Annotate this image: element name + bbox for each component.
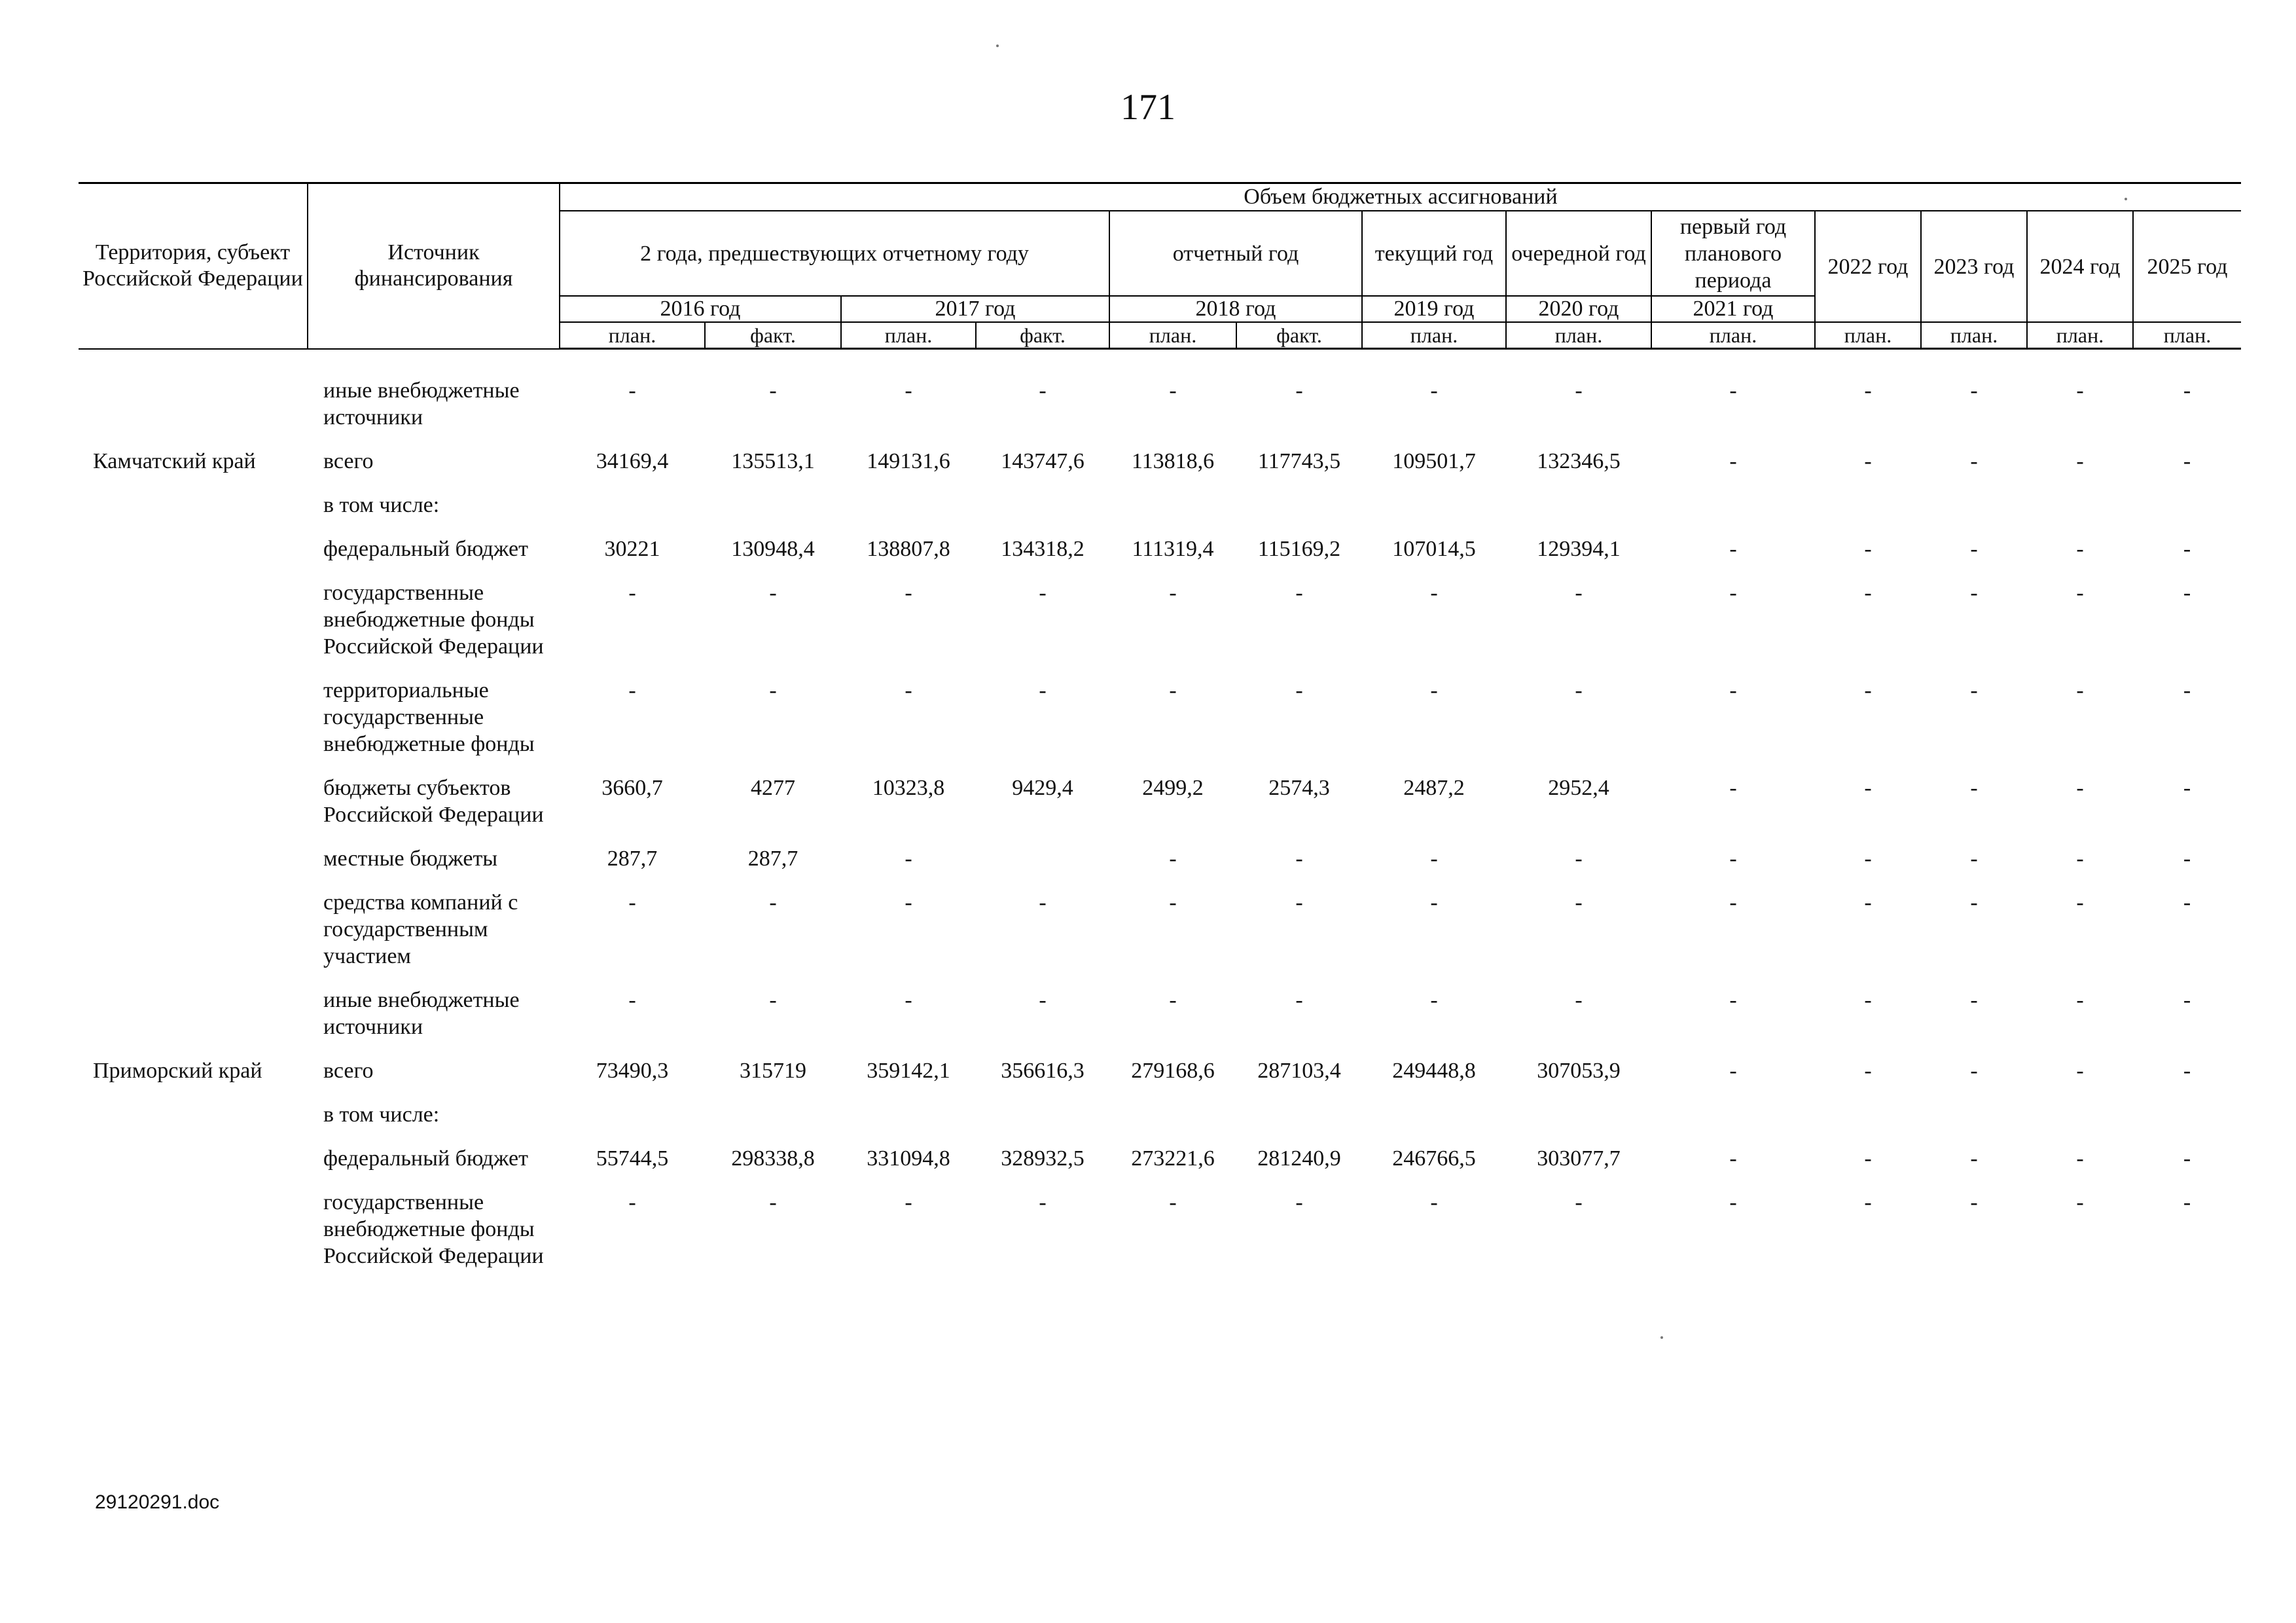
table-row	[79, 845, 2241, 889]
value-cell: -	[1039, 378, 1047, 403]
value-cell: -	[2076, 1190, 2084, 1214]
value-cell: -	[1864, 1058, 1872, 1083]
value-cell	[976, 1101, 1109, 1145]
value-cell: -	[1430, 846, 1438, 871]
value-cell: 117743,5	[1257, 448, 1341, 473]
value-cell: -	[905, 678, 912, 702]
value-cell: -	[1864, 987, 1872, 1012]
value-cell: -	[1864, 1146, 1872, 1171]
table-row	[79, 1101, 2241, 1145]
value-cell: 246766,5	[1392, 1146, 1476, 1171]
value-cell: -	[1970, 890, 1978, 915]
value-cell: 130948,4	[731, 536, 815, 561]
value-cell: -	[628, 580, 636, 605]
value-cell	[1506, 1101, 1651, 1145]
table-body	[79, 349, 2241, 1286]
source-cell: всего	[323, 1058, 374, 1083]
source-cell: территориальные государственные внебюджетные фонды	[323, 678, 535, 756]
value-cell: 109501,7	[1392, 448, 1476, 473]
territory-cell	[79, 579, 308, 677]
value-cell: -	[1729, 1146, 1737, 1171]
value-cell: -	[1039, 678, 1047, 702]
value-cell: -	[2076, 890, 2084, 915]
value-cell: -	[628, 678, 636, 702]
footer-filename: 29120291.doc	[95, 1491, 220, 1513]
value-cell: -	[1169, 580, 1177, 605]
value-cell: -	[1970, 1146, 1978, 1171]
territory-cell	[79, 987, 308, 1057]
value-cell: -	[1575, 678, 1583, 702]
value-cell: 359142,1	[867, 1058, 950, 1083]
value-cell	[841, 492, 976, 536]
territory-cell	[79, 1189, 308, 1286]
value-cell: -	[1864, 1190, 1872, 1214]
value-cell: 55744,5	[596, 1146, 669, 1171]
value-cell: 328932,5	[1001, 1146, 1085, 1171]
table-row	[79, 889, 2241, 987]
value-cell: -	[769, 890, 777, 915]
value-cell: -	[2076, 846, 2084, 871]
next-year-header: очередной год	[1506, 211, 1651, 296]
value-cell	[976, 845, 1109, 889]
plan-2023-header: план.	[1921, 322, 2027, 349]
value-cell: -	[2076, 448, 2084, 473]
year-2019-header: 2019 год	[1362, 296, 1506, 322]
source-cell: иные внебюджетные источники	[323, 987, 520, 1039]
value-cell: -	[769, 580, 777, 605]
value-cell: 149131,6	[867, 448, 950, 473]
value-cell: 273221,6	[1131, 1146, 1215, 1171]
value-cell	[1651, 492, 1815, 536]
value-cell: 287,7	[607, 846, 658, 871]
scan-speck	[1660, 1336, 1663, 1339]
year-2021-header: 2021 год	[1651, 296, 1815, 322]
value-cell: -	[905, 846, 912, 871]
territory-cell	[79, 775, 308, 845]
value-cell: 287,7	[747, 846, 798, 871]
value-cell	[2027, 1101, 2133, 1145]
plan-2018-header: план.	[1109, 322, 1236, 349]
value-cell: -	[1430, 890, 1438, 915]
value-cell: -	[1039, 580, 1047, 605]
value-cell: -	[2076, 987, 2084, 1012]
value-cell: -	[1864, 846, 1872, 871]
first-plan-year-header: первый год планового периода	[1651, 211, 1815, 296]
value-cell: -	[628, 378, 636, 403]
value-cell: -	[1575, 846, 1583, 871]
value-cell: 115169,2	[1257, 536, 1341, 561]
value-cell	[841, 1101, 976, 1145]
value-cell: -	[2183, 378, 2191, 403]
value-cell: -	[905, 987, 912, 1012]
value-cell: -	[2183, 775, 2191, 800]
plan-2017-header: план.	[841, 322, 976, 349]
value-cell: -	[1430, 678, 1438, 702]
value-cell: -	[1970, 987, 1978, 1012]
source-cell: государственные внебюджетные фонды Российской Федерации	[323, 580, 544, 659]
value-cell: -	[1729, 846, 1737, 871]
value-cell	[1236, 1101, 1362, 1145]
value-cell: 315719	[740, 1058, 806, 1083]
value-cell: 111319,4	[1132, 536, 1214, 561]
value-cell: -	[1729, 890, 1737, 915]
value-cell: 4277	[751, 775, 795, 800]
table-row	[79, 536, 2241, 579]
value-cell: -	[1575, 1190, 1583, 1214]
value-cell: -	[769, 378, 777, 403]
value-cell: -	[1039, 987, 1047, 1012]
territory-cell	[79, 536, 308, 579]
value-cell: -	[2183, 890, 2191, 915]
value-cell: -	[1430, 987, 1438, 1012]
value-cell: -	[2183, 678, 2191, 702]
table-row	[79, 1145, 2241, 1189]
value-cell: 356616,3	[1001, 1058, 1085, 1083]
source-cell: в том числе:	[323, 492, 440, 517]
table-header	[79, 183, 2241, 349]
value-cell	[2133, 492, 2241, 536]
value-cell: -	[1864, 536, 1872, 561]
value-cell	[705, 1101, 841, 1145]
source-cell: средства компаний с государственным участием	[323, 890, 518, 968]
table-row	[79, 775, 2241, 845]
value-cell: -	[1729, 536, 1737, 561]
value-cell: -	[1970, 536, 1978, 561]
value-cell: 135513,1	[731, 448, 815, 473]
value-cell: 331094,8	[867, 1146, 950, 1171]
value-cell: -	[1169, 378, 1177, 403]
value-cell: 107014,5	[1392, 536, 1476, 561]
value-cell: -	[1430, 378, 1438, 403]
volume-header: Объем бюджетных ассигнований	[560, 183, 2241, 211]
value-cell: -	[2183, 1146, 2191, 1171]
value-cell	[1815, 1101, 1921, 1145]
table-row	[79, 579, 2241, 677]
value-cell: -	[1864, 775, 1872, 800]
source-cell: иные внебюджетные источники	[323, 378, 520, 429]
value-cell: -	[1295, 1190, 1303, 1214]
value-cell: 303077,7	[1537, 1146, 1621, 1171]
table-row	[79, 448, 2241, 492]
value-cell	[1921, 492, 2027, 536]
territory-cell: Камчатский край	[93, 448, 256, 473]
value-cell: -	[1864, 580, 1872, 605]
value-cell	[1362, 1101, 1506, 1145]
value-cell: -	[1970, 678, 1978, 702]
source-cell: в том числе:	[323, 1102, 440, 1127]
value-cell: -	[1970, 1190, 1978, 1214]
value-cell: -	[1430, 580, 1438, 605]
value-cell: -	[1169, 1190, 1177, 1214]
value-cell: -	[1729, 580, 1737, 605]
year-2018-header: 2018 год	[1109, 296, 1362, 322]
value-cell: -	[1295, 987, 1303, 1012]
source-cell: государственные внебюджетные фонды Российской Федерации	[323, 1190, 544, 1268]
table-row	[79, 492, 2241, 536]
report-year-header: отчетный год	[1109, 211, 1362, 296]
scan-speck	[2125, 198, 2127, 200]
value-cell: -	[2183, 448, 2191, 473]
value-cell: -	[2076, 1146, 2084, 1171]
value-cell: -	[2076, 580, 2084, 605]
value-cell: -	[628, 1190, 636, 1214]
table-row	[79, 1057, 2241, 1101]
value-cell: 298338,8	[731, 1146, 815, 1171]
value-cell: -	[1970, 448, 1978, 473]
value-cell: -	[1729, 987, 1737, 1012]
value-cell: -	[1729, 1190, 1737, 1214]
source-cell: бюджеты субъектов Российской Федерации	[323, 775, 544, 827]
source-cell: федеральный бюджет	[323, 536, 528, 561]
year-2022-header: 2022 год	[1815, 211, 1921, 322]
value-cell	[1109, 1101, 1236, 1145]
table-row	[79, 677, 2241, 775]
value-cell: 34169,4	[596, 448, 669, 473]
plan-2025-header: план.	[2133, 322, 2241, 349]
year-2017-header: 2017 год	[841, 296, 1109, 322]
value-cell	[1362, 492, 1506, 536]
value-cell: -	[1295, 846, 1303, 871]
territory-cell: Приморский край	[93, 1058, 262, 1083]
territory-cell	[79, 1145, 308, 1189]
value-cell: 249448,8	[1392, 1058, 1476, 1083]
value-cell: -	[1864, 378, 1872, 403]
value-cell: -	[1169, 846, 1177, 871]
value-cell: 287103,4	[1257, 1058, 1341, 1083]
value-cell: -	[1970, 1058, 1978, 1083]
territory-cell	[79, 845, 308, 889]
value-cell: -	[1039, 890, 1047, 915]
territory-cell	[79, 1101, 308, 1145]
value-cell: 73490,3	[596, 1058, 669, 1083]
value-cell: 132346,5	[1537, 448, 1621, 473]
value-cell: -	[1295, 890, 1303, 915]
table-row	[79, 1189, 2241, 1286]
value-cell: -	[1169, 890, 1177, 915]
value-cell: -	[628, 987, 636, 1012]
plan-2019-header: план.	[1362, 322, 1506, 349]
value-cell: 9429,4	[1012, 775, 1073, 800]
value-cell	[1236, 492, 1362, 536]
year-2025-header: 2025 год	[2133, 211, 2241, 322]
value-cell: -	[1970, 580, 1978, 605]
territory-cell	[79, 349, 308, 448]
value-cell: 129394,1	[1537, 536, 1621, 561]
value-cell: -	[1729, 378, 1737, 403]
value-cell	[1506, 492, 1651, 536]
value-cell	[560, 1101, 705, 1145]
value-cell: -	[1169, 987, 1177, 1012]
value-cell: -	[905, 378, 912, 403]
value-cell: -	[769, 987, 777, 1012]
value-cell	[705, 492, 841, 536]
value-cell: 113818,6	[1131, 448, 1215, 473]
value-cell	[1651, 1101, 1815, 1145]
value-cell: -	[2183, 1058, 2191, 1083]
value-cell: 143747,6	[1001, 448, 1085, 473]
page-number: 171	[1121, 87, 1175, 128]
value-cell	[2027, 492, 2133, 536]
year-2016-header: 2016 год	[560, 296, 841, 322]
fact-2017-header: факт.	[976, 322, 1109, 349]
value-cell: -	[628, 890, 636, 915]
fact-2016-header: факт.	[705, 322, 841, 349]
plan-2016-header: план.	[560, 322, 705, 349]
value-cell	[1815, 492, 1921, 536]
table-row	[79, 987, 2241, 1057]
year-2023-header: 2023 год	[1921, 211, 2027, 322]
value-cell: 134318,2	[1001, 536, 1085, 561]
source-cell: федеральный бюджет	[323, 1146, 528, 1171]
value-cell	[976, 492, 1109, 536]
value-cell: -	[2076, 1058, 2084, 1083]
two-years-header: 2 года, предшествующих отчетному году	[560, 211, 1109, 296]
value-cell: -	[905, 1190, 912, 1214]
value-cell: -	[2076, 775, 2084, 800]
value-cell: -	[2183, 1190, 2191, 1214]
budget-table	[79, 182, 2241, 1286]
value-cell: 10323,8	[872, 775, 945, 800]
scan-speck	[996, 45, 999, 47]
value-cell: -	[1295, 580, 1303, 605]
value-cell: 2574,3	[1268, 775, 1330, 800]
year-2020-header: 2020 год	[1506, 296, 1651, 322]
value-cell: -	[1039, 1190, 1047, 1214]
value-cell: 2499,2	[1142, 775, 1204, 800]
table-row	[79, 349, 2241, 448]
value-cell: -	[1575, 378, 1583, 403]
value-cell: -	[1729, 678, 1737, 702]
value-cell: -	[2183, 580, 2191, 605]
value-cell: -	[1864, 448, 1872, 473]
value-cell: -	[1864, 890, 1872, 915]
value-cell: 281240,9	[1257, 1146, 1341, 1171]
value-cell	[1109, 492, 1236, 536]
value-cell: 279168,6	[1131, 1058, 1215, 1083]
value-cell: -	[1430, 1190, 1438, 1214]
value-cell: -	[1970, 775, 1978, 800]
plan-2024-header: план.	[2027, 322, 2133, 349]
territory-cell	[79, 677, 308, 775]
value-cell: -	[2076, 536, 2084, 561]
value-cell: -	[769, 678, 777, 702]
value-cell: -	[2076, 678, 2084, 702]
value-cell: -	[1575, 890, 1583, 915]
value-cell: -	[2076, 378, 2084, 403]
value-cell: -	[2183, 987, 2191, 1012]
value-cell: -	[1864, 678, 1872, 702]
value-cell: 2952,4	[1548, 775, 1609, 800]
value-cell: -	[1970, 846, 1978, 871]
value-cell	[2133, 1101, 2241, 1145]
territory-cell	[79, 492, 308, 536]
value-cell: 307053,9	[1537, 1058, 1621, 1083]
value-cell: -	[2183, 846, 2191, 871]
plan-2022-header: план.	[1815, 322, 1921, 349]
source-cell: местные бюджеты	[323, 846, 498, 871]
value-cell: -	[1729, 1058, 1737, 1083]
value-cell: -	[905, 890, 912, 915]
value-cell: 2487,2	[1403, 775, 1465, 800]
value-cell: -	[1575, 987, 1583, 1012]
value-cell: -	[769, 1190, 777, 1214]
source-cell: всего	[323, 448, 374, 473]
value-cell: -	[1729, 775, 1737, 800]
value-cell: 138807,8	[867, 536, 950, 561]
year-2024-header: 2024 год	[2027, 211, 2133, 322]
value-cell: 30221	[604, 536, 660, 561]
value-cell: -	[1575, 580, 1583, 605]
plan-2020-header: план.	[1506, 322, 1651, 349]
value-cell: -	[905, 580, 912, 605]
current-year-header: текущий год	[1362, 211, 1506, 296]
value-cell: -	[2183, 536, 2191, 561]
value-cell: 3660,7	[601, 775, 663, 800]
plan-2021-header: план.	[1651, 322, 1815, 349]
value-cell: -	[1295, 378, 1303, 403]
territory-header: Территория, субъект Российской Федерации	[79, 183, 308, 349]
territory-cell	[79, 889, 308, 987]
value-cell: -	[1295, 678, 1303, 702]
value-cell: -	[1970, 378, 1978, 403]
value-cell	[560, 492, 705, 536]
source-header: Источник финансирования	[308, 183, 560, 349]
value-cell: -	[1729, 448, 1737, 473]
fact-2018-header: факт.	[1236, 322, 1362, 349]
value-cell: -	[1169, 678, 1177, 702]
value-cell	[1921, 1101, 2027, 1145]
